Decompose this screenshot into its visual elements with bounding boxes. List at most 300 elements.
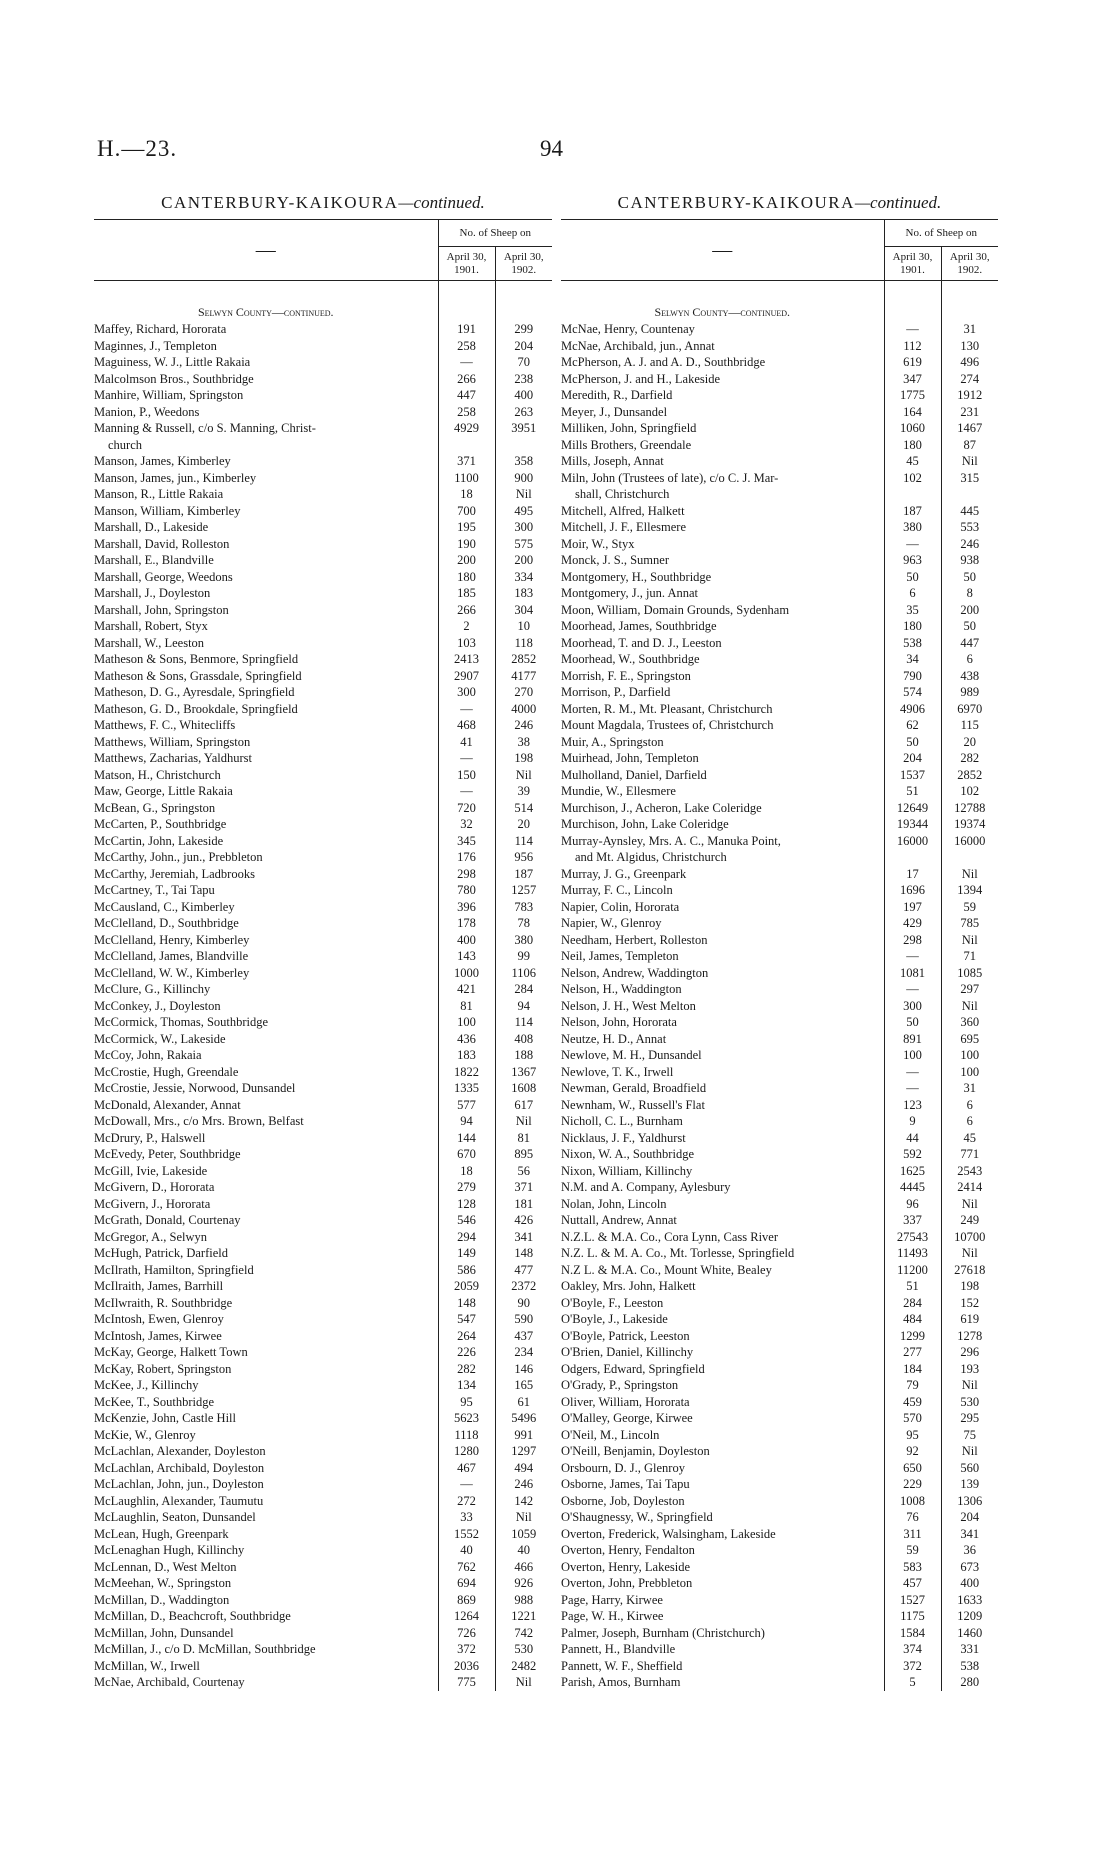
- sheep-1902: 991: [495, 1427, 552, 1444]
- sheep-1901: 869: [438, 1592, 495, 1609]
- sheep-1901: 1060: [884, 420, 941, 437]
- sheep-1902: 90: [495, 1295, 552, 1312]
- sheep-1901: 372: [884, 1658, 941, 1675]
- sheep-1901: 264: [438, 1328, 495, 1345]
- owner-name: O'Brien, Daniel, Killinchy: [561, 1345, 694, 1359]
- sheep-1901: 95: [438, 1394, 495, 1411]
- table-row: [94, 1047, 552, 1064]
- sheep-1901: 180: [884, 618, 941, 635]
- owner-name: Moorhead, T. and D. J., Leeston: [561, 635, 722, 650]
- table-row: [561, 1295, 998, 1312]
- table-row: [561, 1278, 998, 1295]
- sheep-1902: 295: [941, 1410, 998, 1427]
- sheep-1901: 18: [438, 486, 495, 503]
- owner-name: McLaughlin, Seaton, Dunsandel: [94, 1510, 256, 1524]
- sheep-1901: 50: [884, 569, 941, 586]
- sheep-1902: [941, 849, 998, 866]
- sheep-1901: 2059: [438, 1278, 495, 1295]
- table-row: [94, 354, 552, 371]
- table-row: [561, 1196, 998, 1213]
- table-row: [561, 1592, 998, 1609]
- table-row: [94, 635, 552, 652]
- owner-name: McMillan, D., Waddington: [94, 1592, 230, 1607]
- table-row: [561, 1262, 998, 1279]
- sheep-1901: 11493: [884, 1245, 941, 1262]
- sheep-1902: 61: [495, 1394, 552, 1411]
- year-1901-header: April 30, 1901.: [884, 247, 941, 281]
- table-row: [561, 486, 998, 503]
- owner-name: Oliver, William, Hororata: [561, 1394, 690, 1409]
- sheep-1901: 298: [884, 932, 941, 949]
- owner-name: O'Grady, P., Springston: [561, 1378, 679, 1392]
- sheep-1901: —: [438, 783, 495, 800]
- table-row: [94, 849, 552, 866]
- sheep-1901: 457: [884, 1575, 941, 1592]
- owner-name: Nicklaus, J. F., Yaldhurst: [561, 1130, 686, 1145]
- sheep-1901: 112: [884, 338, 941, 355]
- owner-name: Mundie, W., Ellesmere: [561, 784, 676, 798]
- table-row: [561, 1641, 998, 1658]
- owner-name: Pannett, W. F., Sheffield: [561, 1658, 683, 1673]
- sheep-1902: 204: [941, 1509, 998, 1526]
- table-row: [94, 800, 552, 817]
- sheep-1902: Nil: [495, 767, 552, 784]
- owner-name: Nicholl, C. L., Burnham: [561, 1114, 683, 1128]
- sheep-1902: 20: [941, 734, 998, 751]
- sheep-1901: 45: [884, 453, 941, 470]
- sheep-1901: 1775: [884, 387, 941, 404]
- owner-name: McGrath, Donald, Courtenay: [94, 1213, 241, 1227]
- sheep-1901: 720: [438, 800, 495, 817]
- sheep-1902: 100: [941, 1064, 998, 1081]
- table-row: [561, 1476, 998, 1493]
- sheep-1902: 1278: [941, 1328, 998, 1345]
- owner-name: Palmer, Joseph, Burnham (Christchurch): [561, 1625, 765, 1640]
- sheep-1901: 468: [438, 717, 495, 734]
- table-row: [94, 1295, 552, 1312]
- sheep-1902: 20: [495, 816, 552, 833]
- table-row: [561, 1608, 998, 1625]
- table-row: [561, 783, 998, 800]
- table-row: [561, 998, 998, 1015]
- sheep-1902: 514: [495, 800, 552, 817]
- sheep-1902: 2414: [941, 1179, 998, 1196]
- owner-name: Marshall, David, Rolleston: [94, 536, 230, 551]
- sheep-1902: 231: [941, 404, 998, 421]
- sheep-1901: 150: [438, 767, 495, 784]
- sheep-1902: [941, 486, 998, 503]
- sheep-1902: 530: [495, 1641, 552, 1658]
- sheep-1901: 123: [884, 1097, 941, 1114]
- owner-name: Mills Brothers, Greendale: [561, 437, 692, 452]
- sheep-1901: 134: [438, 1377, 495, 1394]
- table-row: [94, 420, 552, 437]
- owner-name: Matheson & Sons, Grassdale, Springfield: [94, 668, 302, 683]
- table-row: [561, 1328, 998, 1345]
- owner-name: Maginnes, J., Templeton: [94, 338, 217, 353]
- sheep-1902: 284: [495, 981, 552, 998]
- owner-name: McKay, Robert, Springston: [94, 1361, 232, 1376]
- sheep-1902: 10700: [941, 1229, 998, 1246]
- owner-name: McCormick, Thomas, Southbridge: [94, 1015, 269, 1029]
- sheep-1901: —: [884, 321, 941, 338]
- table-row: [94, 1509, 552, 1526]
- sheep-1901: 50: [884, 1014, 941, 1031]
- sheep-1901: 187: [884, 503, 941, 520]
- sheep-1902: Nil: [941, 866, 998, 883]
- table-row: [561, 371, 998, 388]
- sheep-1901: 40: [438, 1542, 495, 1559]
- sheep-1901: 1118: [438, 1427, 495, 1444]
- sheep-1901: 95: [884, 1427, 941, 1444]
- sheep-1901: 176: [438, 849, 495, 866]
- sheep-1902: 274: [941, 371, 998, 388]
- sheep-1901: 34: [884, 651, 941, 668]
- owner-name: shall, Christchurch: [575, 487, 670, 501]
- sheep-1902: 771: [941, 1146, 998, 1163]
- sheep-1901: 459: [884, 1394, 941, 1411]
- table-row: [561, 1031, 998, 1048]
- sheep-1901: 16000: [884, 833, 941, 850]
- sheep-1902: 1059: [495, 1526, 552, 1543]
- sheep-1902: Nil: [495, 1509, 552, 1526]
- table-row: [94, 602, 552, 619]
- sheep-1902: 36: [941, 1542, 998, 1559]
- owner-name: Manson, R., Little Rakaia: [94, 487, 224, 501]
- owner-name: McCormick, W., Lakeside: [94, 1031, 226, 1046]
- sheep-1902: 130: [941, 338, 998, 355]
- owner-name: McLachlan, John, jun., Doyleston: [94, 1477, 264, 1491]
- sheep-1902: 114: [495, 833, 552, 850]
- owner-name: McCrostie, Jessie, Norwood, Dunsandel: [94, 1081, 296, 1095]
- sheep-1901: 345: [438, 833, 495, 850]
- sheep-1902: 1106: [495, 965, 552, 982]
- sheep-1901: 429: [884, 915, 941, 932]
- table-row: [561, 470, 998, 487]
- table-row: [94, 536, 552, 553]
- sheep-1902: 31: [941, 321, 998, 338]
- sheep-1901: 1335: [438, 1080, 495, 1097]
- table-row: [94, 1361, 552, 1378]
- sheep-1901: 41: [438, 734, 495, 751]
- sheep-1901: 102: [884, 470, 941, 487]
- table-row: [561, 1493, 998, 1510]
- sheep-1901: 258: [438, 404, 495, 421]
- sheep-1902: 315: [941, 470, 998, 487]
- owner-name: Marshall, E., Blandville: [94, 553, 214, 567]
- sheep-1902: Nil: [495, 1674, 552, 1691]
- owner-name: Marshall, Robert, Styx: [94, 619, 208, 633]
- column-title-text: CANTERBURY-KAIKOURA: [617, 193, 855, 212]
- owner-name: Muir, A., Springston: [561, 734, 664, 749]
- owner-name: McMeehan, W., Springston: [94, 1576, 232, 1590]
- table-row: [94, 503, 552, 520]
- sheep-1902: 1257: [495, 882, 552, 899]
- table-row: [94, 470, 552, 487]
- sheep-1901: 1625: [884, 1163, 941, 1180]
- table-row: [94, 717, 552, 734]
- sheep-1902: 895: [495, 1146, 552, 1163]
- owner-name: O'Neill, Benjamin, Doyleston: [561, 1444, 710, 1458]
- table-row: [94, 1394, 552, 1411]
- sheep-1902: 673: [941, 1559, 998, 1576]
- owner-name: McMillan, W., Irwell: [94, 1658, 200, 1673]
- owner-name: O'Neil, M., Lincoln: [561, 1427, 660, 1442]
- table-row: [94, 1328, 552, 1345]
- owner-name: McGill, Ivie, Lakeside: [94, 1163, 208, 1178]
- sheep-1901: 300: [884, 998, 941, 1015]
- owner-name: McBean, G., Springston: [94, 800, 216, 815]
- owner-name: Murray, F. C., Lincoln: [561, 883, 673, 897]
- sheep-1901: 185: [438, 585, 495, 602]
- table-row: [94, 1493, 552, 1510]
- sheep-1901: 371: [438, 453, 495, 470]
- sheep-1902: 6: [941, 1097, 998, 1114]
- owner-name: Nixon, William, Killinchy: [561, 1163, 693, 1178]
- table-row: [561, 734, 998, 751]
- sheep-1901: —: [884, 1064, 941, 1081]
- sheep-1901: 12649: [884, 800, 941, 817]
- sheep-1901: 2907: [438, 668, 495, 685]
- table-row: [94, 1476, 552, 1493]
- owner-name: Manion, P., Weedons: [94, 404, 200, 419]
- owner-name: Marshall, J., Doyleston: [94, 586, 211, 600]
- table-row: [561, 503, 998, 520]
- table-row: [561, 1047, 998, 1064]
- sheep-1901: 180: [884, 437, 941, 454]
- sheep-1901: 1264: [438, 1608, 495, 1625]
- sheep-1902: 496: [941, 354, 998, 371]
- sheep-1902: 297: [941, 981, 998, 998]
- owner-name: McIlwraith, R. Southbridge: [94, 1295, 233, 1310]
- table-row: [561, 404, 998, 421]
- sheep-1901: 9: [884, 1113, 941, 1130]
- table-row: [94, 1080, 552, 1097]
- owner-name: N.Z L. & M.A. Co., Mount White, Bealey: [561, 1262, 772, 1277]
- sheep-1902: 1209: [941, 1608, 998, 1625]
- sheep-1901: 400: [438, 932, 495, 949]
- table-row: [561, 1064, 998, 1081]
- owner-name: Overton, Henry, Lakeside: [561, 1559, 691, 1574]
- table-row: [561, 569, 998, 586]
- sheep-1901: [884, 849, 941, 866]
- owner-name: Moorhead, James, Southbridge: [561, 619, 717, 633]
- owner-name: Matthews, F. C., Whitecliffs: [94, 718, 236, 732]
- owner-name: Newlove, T. K., Irwell: [561, 1064, 674, 1079]
- name-header: —: [94, 220, 438, 281]
- owner-name: Murray, J. G., Greenpark: [561, 866, 687, 881]
- sheep-1901: 33: [438, 1509, 495, 1526]
- table-row: [561, 849, 998, 866]
- sheep-1902: 94: [495, 998, 552, 1015]
- sheep-1902: 988: [495, 1592, 552, 1609]
- sheep-1902: 1633: [941, 1592, 998, 1609]
- sheep-1901: 92: [884, 1443, 941, 1460]
- sheep-1902: 445: [941, 503, 998, 520]
- sheep-1901: 694: [438, 1575, 495, 1592]
- table-row: [94, 1245, 552, 1262]
- table-row: [94, 1542, 552, 1559]
- owner-name: Matthews, Zacharias, Yaldhurst: [94, 751, 252, 765]
- sheep-1902: 10: [495, 618, 552, 635]
- sheep-1901: [438, 437, 495, 454]
- table-row: [561, 1163, 998, 1180]
- sheep-1901: 35: [884, 602, 941, 619]
- table-row: [561, 717, 998, 734]
- sheep-1901: 1081: [884, 965, 941, 982]
- sheep-table: [561, 219, 998, 1691]
- sheep-1902: 495: [495, 503, 552, 520]
- owner-name: Manning & Russell, c/o S. Manning, Christ-: [94, 421, 316, 435]
- owner-name: Odgers, Edward, Springfield: [561, 1361, 705, 1376]
- sheep-1902: 380: [495, 932, 552, 949]
- sheep-1902: 31: [941, 1080, 998, 1097]
- sheep-1901: 164: [884, 404, 941, 421]
- table-row: [561, 635, 998, 652]
- owner-name: Osborne, James, Tai Tapu: [561, 1477, 690, 1491]
- table-row: [94, 1674, 552, 1691]
- sheep-1902: 590: [495, 1311, 552, 1328]
- table-row: [561, 1212, 998, 1229]
- owner-name: Manson, James, jun., Kimberley: [94, 470, 257, 485]
- table-row: [561, 965, 998, 982]
- table-row: [561, 668, 998, 685]
- sheep-1902: 263: [495, 404, 552, 421]
- table-row: [561, 437, 998, 454]
- owner-name: Newlove, M. H., Dunsandel: [561, 1048, 702, 1062]
- sheep-1902: 38: [495, 734, 552, 751]
- table-row: [561, 1229, 998, 1246]
- sheep-1901: 149: [438, 1245, 495, 1262]
- owner-name: McGivern, D., Hororata: [94, 1180, 215, 1194]
- sheep-1902: 617: [495, 1097, 552, 1114]
- table-row: [561, 882, 998, 899]
- sheep-count-header: No. of Sheep on: [438, 220, 552, 247]
- owner-name: McDrury, P., Halswell: [94, 1130, 206, 1145]
- sheep-1901: 311: [884, 1526, 941, 1543]
- owner-name: Mitchell, J. F., Ellesmere: [561, 520, 687, 534]
- sheep-1901: 4445: [884, 1179, 941, 1196]
- owner-name: N.Z.L. & M.A. Co., Cora Lynn, Cass River: [561, 1229, 779, 1244]
- sheep-1902: 165: [495, 1377, 552, 1394]
- table-row: [94, 816, 552, 833]
- owner-name: Overton, Henry, Fendalton: [561, 1543, 695, 1557]
- sheep-1902: 187: [495, 866, 552, 883]
- sheep-1902: 538: [941, 1658, 998, 1675]
- sheep-1902: 70: [495, 354, 552, 371]
- table-row: [561, 1311, 998, 1328]
- table-row: [561, 1361, 998, 1378]
- sheep-1902: 152: [941, 1295, 998, 1312]
- sheep-1901: 2413: [438, 651, 495, 668]
- owner-name: Pannett, H., Blandville: [561, 1642, 676, 1656]
- table-row: [561, 618, 998, 635]
- sheep-1902: 783: [495, 899, 552, 916]
- sheep-1902: 45: [941, 1130, 998, 1147]
- table-row: [561, 1674, 998, 1691]
- sheep-1901: 148: [438, 1295, 495, 1312]
- sheep-1902: 2543: [941, 1163, 998, 1180]
- column-title-suffix: —continued.: [398, 193, 485, 212]
- sheep-1902: 477: [495, 1262, 552, 1279]
- table-row: [94, 1427, 552, 1444]
- table-row: [94, 1130, 552, 1147]
- owner-name: Marshall, W., Leeston: [94, 635, 205, 650]
- table-row: [561, 552, 998, 569]
- table-row: [94, 1641, 552, 1658]
- owner-name: Murray-Aynsley, Mrs. A. C., Manuka Point,: [561, 833, 781, 848]
- owner-name: Osborne, Job, Doyleston: [561, 1493, 685, 1508]
- sheep-1901: 775: [438, 1674, 495, 1691]
- sheep-1902: 115: [941, 717, 998, 734]
- sheep-1901: 396: [438, 899, 495, 916]
- owner-name: Matheson, G. D., Brookdale, Springfield: [94, 701, 298, 716]
- table-row: [94, 1625, 552, 1642]
- owner-name: Nelson, Andrew, Waddington: [561, 965, 709, 980]
- table-row: [561, 1443, 998, 1460]
- sheep-1901: 447: [438, 387, 495, 404]
- sheep-1902: 114: [495, 1014, 552, 1031]
- sheep-1902: 4000: [495, 701, 552, 718]
- table-row: [94, 750, 552, 767]
- sheep-1902: 246: [495, 717, 552, 734]
- owner-name: McCartin, John, Lakeside: [94, 833, 224, 848]
- sheep-1901: 484: [884, 1311, 941, 1328]
- sheep-1902: 2852: [941, 767, 998, 784]
- table-row: [94, 1559, 552, 1576]
- sheep-1901: 650: [884, 1460, 941, 1477]
- owner-name: McLean, Hugh, Greenpark: [94, 1526, 229, 1541]
- year-1901-header: April 30, 1901.: [438, 247, 495, 281]
- sheep-1902: 280: [941, 1674, 998, 1691]
- sheep-1902: Nil: [941, 998, 998, 1015]
- sheep-1901: 583: [884, 1559, 941, 1576]
- sheep-1901: 128: [438, 1196, 495, 1213]
- column-title-text: CANTERBURY-KAIKOURA: [161, 193, 399, 212]
- table-row: [561, 948, 998, 965]
- owner-name: McKee, T., Southbridge: [94, 1394, 215, 1409]
- owner-name: McClelland, James, Blandville: [94, 949, 249, 963]
- owner-name: Manhire, William, Springston: [94, 388, 244, 402]
- table-row: [561, 519, 998, 536]
- table-row: [94, 1113, 552, 1130]
- owner-name: Nuttall, Andrew, Annat: [561, 1213, 677, 1227]
- sheep-1902: 341: [495, 1229, 552, 1246]
- sheep-1902: 188: [495, 1047, 552, 1064]
- sheep-1901: 1822: [438, 1064, 495, 1081]
- owner-name: McPherson, J. and H., Lakeside: [561, 371, 720, 386]
- sheep-1901: [884, 486, 941, 503]
- owner-name: Matthews, William, Springston: [94, 734, 251, 749]
- sheep-1902: 100: [941, 1047, 998, 1064]
- owner-name: and Mt. Algidus, Christchurch: [575, 850, 727, 864]
- table-row: [94, 1526, 552, 1543]
- owner-name: Meyer, J., Dunsandel: [561, 404, 668, 419]
- owner-name: Neutze, H. D., Annat: [561, 1031, 667, 1046]
- sheep-1902: 1608: [495, 1080, 552, 1097]
- sheep-1902: 466: [495, 1559, 552, 1576]
- sheep-1901: 547: [438, 1311, 495, 1328]
- owner-name: McKie, W., Glenroy: [94, 1427, 196, 1442]
- owner-name: N.Z. L. & M. A. Co., Mt. Torlesse, Springfield: [561, 1246, 795, 1260]
- sheep-1901: 1100: [438, 470, 495, 487]
- owner-name: McKenzie, John, Castle Hill: [94, 1411, 236, 1425]
- sheep-1901: 1175: [884, 1608, 941, 1625]
- sheep-1902: Nil: [941, 1443, 998, 1460]
- sheep-1902: 246: [495, 1476, 552, 1493]
- sheep-1901: 6: [884, 585, 941, 602]
- owner-name: McGregor, A., Selwyn: [94, 1229, 208, 1244]
